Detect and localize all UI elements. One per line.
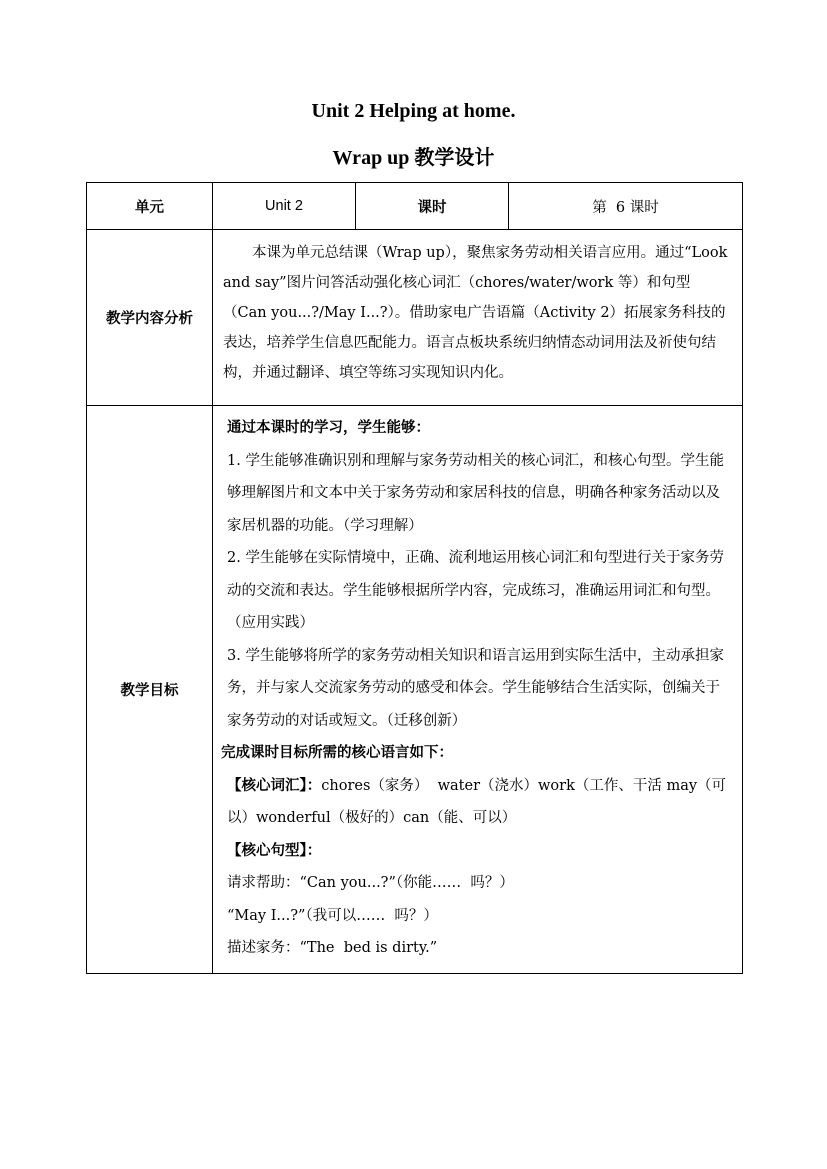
unit-label: 单元 (87, 183, 213, 230)
objective-item-2: 2. 学生能够在实际情境中，正确、流利地运用核心词汇和句型进行关于家务劳动的交流和表达。学生能够根据所学内容，完成练习，准确运用词汇和句型。（应用实践） (227, 550, 724, 631)
core-sentence-label: 【核心句型】： (227, 841, 322, 859)
objectives-label: 教学目标 (87, 406, 213, 974)
period-value: 第 6 课时 (509, 183, 743, 230)
core-sentence-3: 描述家务：“The bed is dirty.” (227, 940, 438, 956)
content-analysis-cell (213, 230, 743, 406)
period-label: 课时 (356, 183, 509, 230)
core-vocab-text: chores（家务） water（浇水）work（工作、干活 may（可以）wonderful（极好的）can（能、可以） (227, 777, 727, 826)
content-analysis-row (87, 230, 743, 406)
core-language-intro: 完成课时目标所需的核心语言如下： (221, 744, 453, 761)
unit-value: Unit 2 (213, 183, 356, 230)
header-row (87, 183, 743, 230)
objective-item-1: 1. 学生能够准确识别和理解与家务劳动相关的核心词汇，和核心句型。学生能够理解图片和文本中关于家务劳动和家居科技的信息，明确各种家务活动以及家居机器的功能。（学习理解） (227, 452, 724, 534)
core-sentence-2: “May I...?”（我可以…… 吗？） (227, 907, 438, 924)
core-vocab-line (227, 770, 734, 835)
objectives-intro: 通过本课时的学习，学生能够： (227, 419, 430, 436)
document-subtitle: Wrap up 教学设计 (332, 147, 495, 169)
objectives-cell (213, 406, 743, 974)
objective-item-3: 3. 学生能够将所学的家务劳动相关知识和语言运用到实际生活中，主动承担家务，并与家人交流家务劳动的感受和体会。学生能够结合生活实际，创编关于家务劳动的对话或短文。（迁移创新） (227, 647, 724, 729)
content-analysis-text: 本课为单元总结课（Wrap up），聚焦家务劳动相关语言应用。通过“Look and say”图片问答活动强化核心词汇（chores/water/work 等）和句型（Can you...?/May I...?）。借助家电广告语篇（Activity 2）拓展家务科技的表达，培养学生信息匹配能力。语言点板块系统归纳情态动词用法及祈使句结构，并通过翻译、填空等练习实现知识内化。 (223, 245, 728, 381)
content-analysis-label: 教学内容分析 (87, 230, 213, 406)
document-title: Unit 2 Helping at home. (311, 100, 516, 122)
core-vocab-label: 【核心词汇】： (227, 776, 322, 794)
objectives-row (87, 406, 743, 974)
lesson-plan-table (86, 182, 743, 974)
core-sentence-1: 请求帮助：“Can you...?”（你能…… 吗？） (227, 875, 514, 891)
